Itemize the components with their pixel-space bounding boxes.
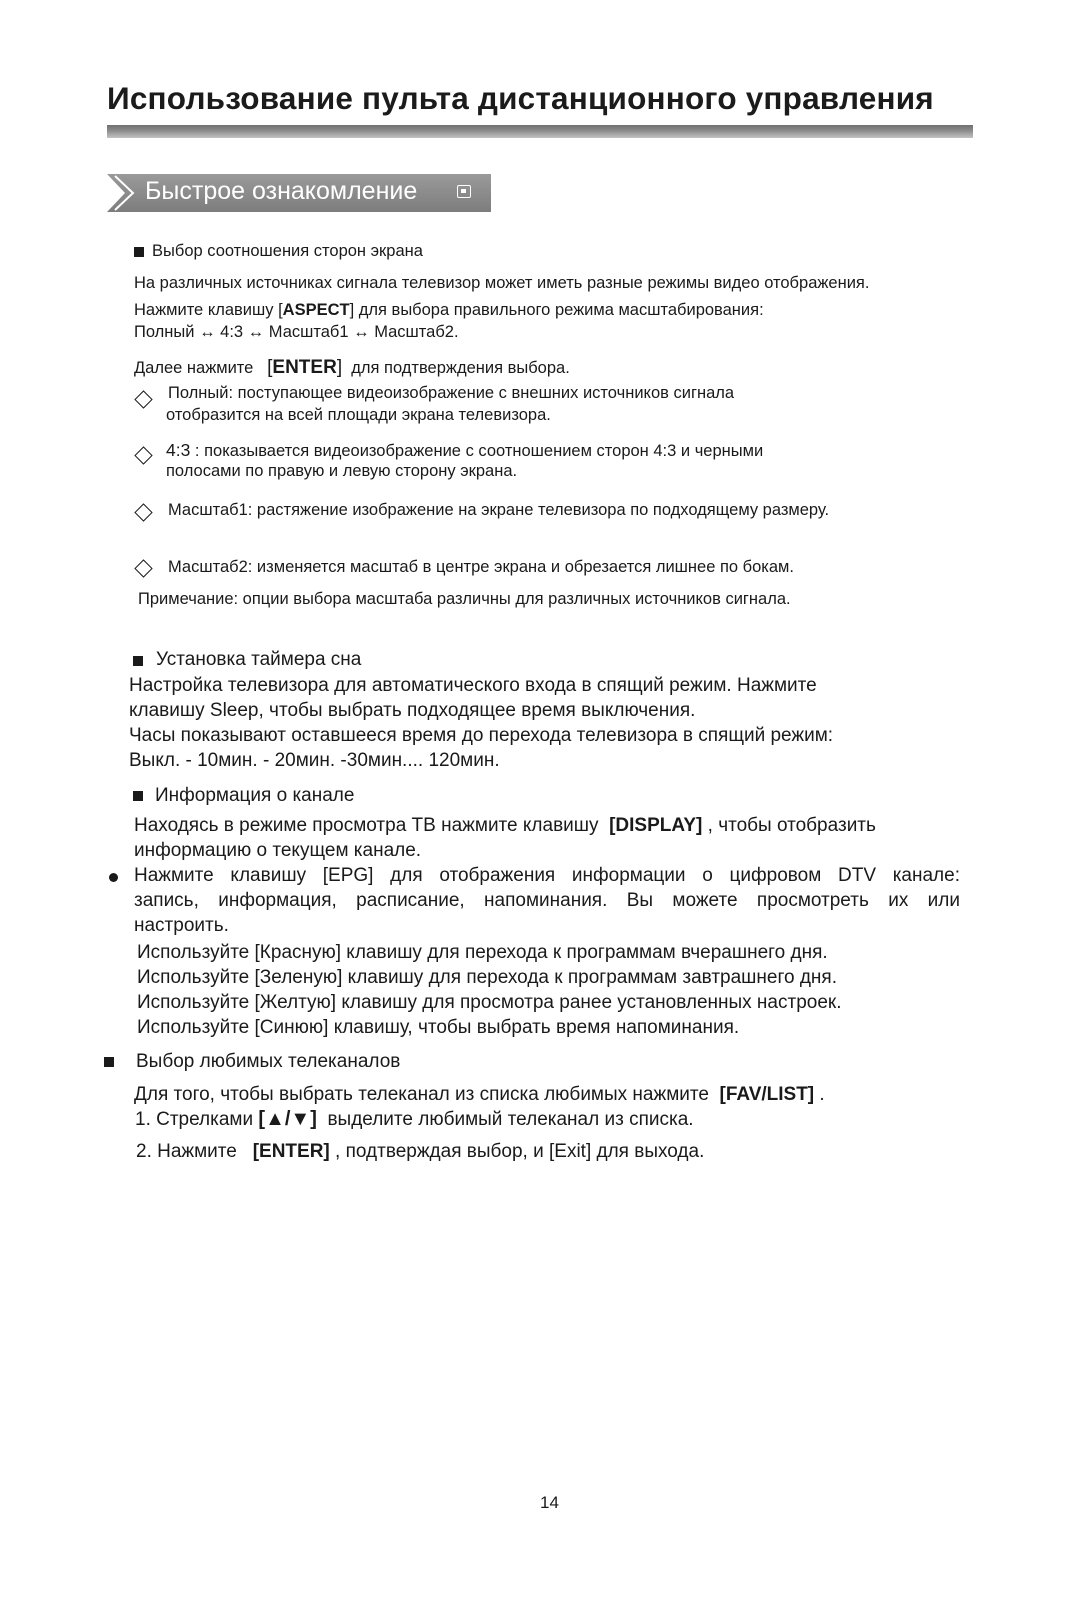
- option-43-cont: полосами по правую и левую сторону экрана.: [166, 462, 518, 480]
- diamond-bullet-icon: [134, 503, 152, 521]
- sleep-line4: Выкл. - 10мин. - 20мин. -30мин.... 120мин.: [129, 750, 500, 771]
- bullet-square-icon: [133, 791, 143, 801]
- fav-heading: Выбор любимых телеканалов: [136, 1051, 401, 1072]
- option-zoom1: Масштаб1: растяжение изображение на экране телевизора по подходящему размеру.: [168, 501, 830, 519]
- epg-red: Используйте [Красную] клавишу для перехода к программам вчерашнего дня.: [137, 942, 828, 963]
- menu-button-icon: [457, 185, 471, 198]
- sleep-line3: Часы показывают оставшееся время до перехода телевизора в спящий режим:: [129, 725, 834, 746]
- page-title: Использование пульта дистанционного управления: [107, 80, 934, 116]
- option-zoom2: Масштаб2: изменяется масштаб в центре экрана и обрезается лишнее по бокам.: [168, 558, 794, 576]
- diamond-bullet-icon: [134, 390, 152, 408]
- epg-green: Используйте [Зеленую] клавишу для перехода к программам завтрашнего дня.: [137, 967, 837, 988]
- sleep-heading: Установка таймера сна: [156, 649, 362, 670]
- aspect-line3: Полный ↔ 4:3 ↔ Масштаб1 ↔ Масштаб2.: [134, 323, 459, 341]
- sleep-line1: Настройка телевизора для автоматического входа в спящий режим. Нажмите: [129, 675, 817, 696]
- epg-yellow: Используйте [Желтую] клавишу для просмотра ранее установленных настроек.: [137, 992, 842, 1013]
- info-heading: Информация о канале: [155, 785, 355, 806]
- epg-blue: Используйте [Синюю] клавишу, чтобы выбрать время напоминания.: [137, 1017, 740, 1038]
- bullet-dot-icon: [109, 873, 118, 882]
- epg-line2: запись, информация, расписание, напоминания. Вы можете просмотреть их или: [134, 890, 960, 911]
- epg-line1: Нажмите клавишу [EPG] для отображения информации о цифровом DTV канале:: [134, 865, 960, 886]
- bullet-square-icon: [133, 656, 143, 666]
- info-line2: информацию о текущем канале.: [134, 840, 422, 861]
- bullet-square-icon: [134, 247, 144, 257]
- diamond-bullet-icon: [134, 446, 152, 464]
- fav-step2: 2. Нажмите [ENTER] , подтверждая выбор, и [Exit] для выхода.: [136, 1141, 705, 1162]
- option-full-cont: отобразится на всей площади экрана телевизора.: [166, 406, 551, 424]
- epg-line3: настроить.: [134, 915, 229, 936]
- option-43: 4:3 : показывается видеоизображение с соотношением сторон 4:3 и черными: [166, 440, 764, 460]
- section-banner-title: Быстрое ознакомление: [145, 177, 418, 205]
- fav-line1: Для того, чтобы выбрать телеканал из списка любимых нажмите [FAV/LIST] .: [134, 1084, 825, 1105]
- aspect-heading: Выбор соотношения сторон экрана: [152, 242, 423, 260]
- option-full: Полный: поступающее видеоизображение с внешних источников сигнала: [168, 384, 735, 402]
- title-rule: [107, 125, 973, 138]
- fav-step1: 1. Стрелками [▲/▼] выделите любимый телеканал из списка.: [135, 1108, 694, 1130]
- aspect-note: Примечание: опции выбора масштаба различны для различных источников сигнала.: [138, 590, 791, 608]
- aspect-enter-line: Далее нажмите [ENTER] для подтверждения выбора.: [134, 357, 570, 378]
- diamond-bullet-icon: [134, 559, 152, 577]
- aspect-line2: Нажмите клавишу [ASPECT] для выбора правильного режима масштабирования:: [134, 301, 764, 319]
- aspect-line1: На различных источниках сигнала телевизор может иметь разные режимы видео отображения.: [134, 274, 870, 292]
- sleep-line2: клавишу Sleep, чтобы выбрать подходящее время выключения.: [129, 700, 696, 721]
- page-number: 14: [540, 1493, 559, 1512]
- info-line1: Находясь в режиме просмотра ТВ нажмите клавишу [DISPLAY] , чтобы отобразить: [134, 815, 876, 836]
- bullet-square-icon: [104, 1057, 114, 1067]
